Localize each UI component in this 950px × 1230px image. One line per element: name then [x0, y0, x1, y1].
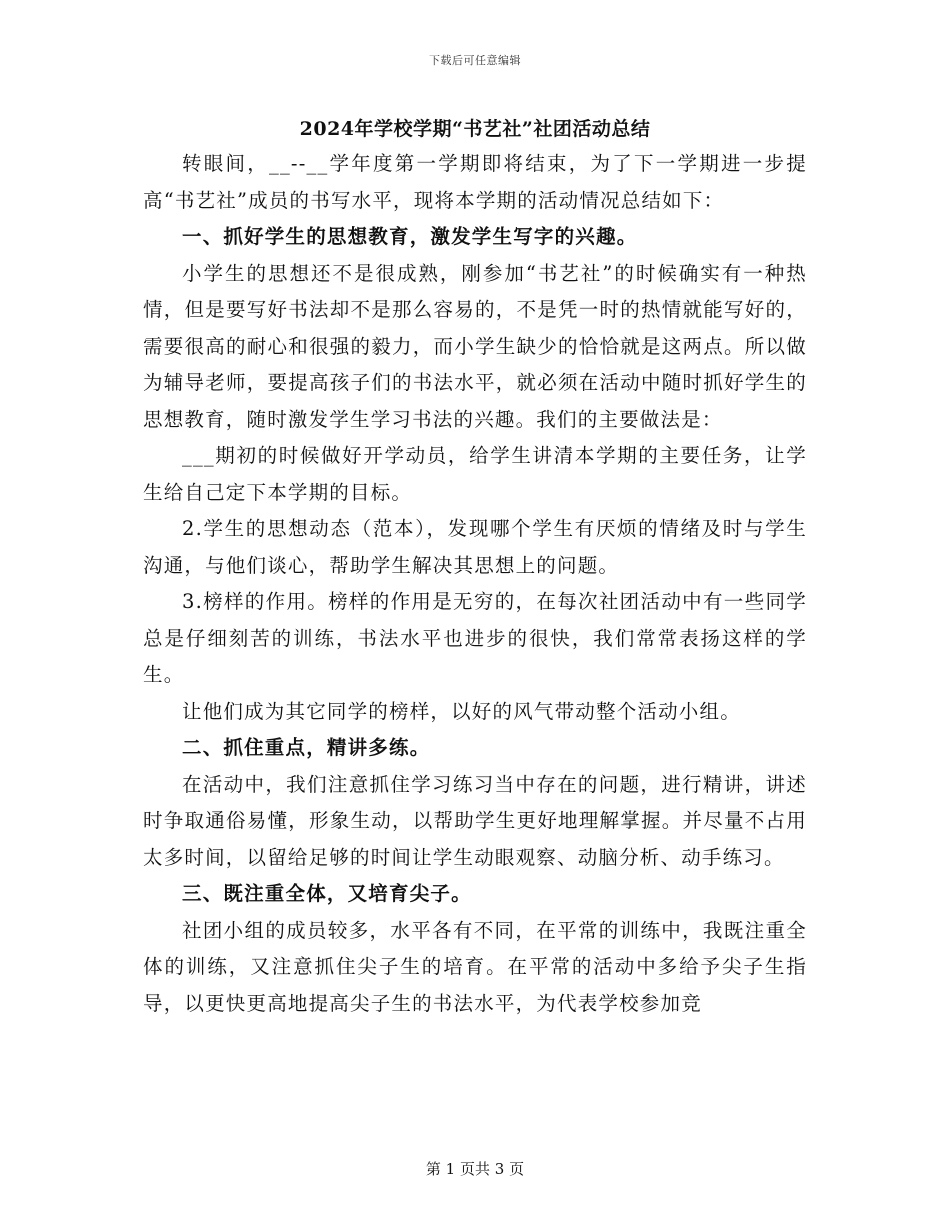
list-item-2: 2.学生的思想动态（范本），发现哪个学生有厌烦的情绪及时与学生沟通，与他们谈心，帮助学生解决其思想上的问题。: [143, 517, 807, 577]
section-2-paragraph: 在活动中，我们注意抓住学习练习当中存在的问题，进行精讲，讲述时争取通俗易懂，形象生动，以帮助学生更好地理解掌握。并尽量不占用太多时间，以留给足够的时间让学生动眼观察、动脑分析、动手练习。: [143, 772, 807, 869]
document-title: 2024年学校学期“书艺社”社团活动总结: [299, 118, 651, 140]
section-heading-1: 一、抓好学生的思想教育，激发学生写字的兴趣。: [182, 225, 638, 248]
list-item-1: ___期初的时候做好开学动员，给学生讲清本学期的主要任务，让学生给自己定下本学期的目标。: [143, 444, 807, 504]
intro-paragraph: 转眼间，__--__学年度第一学期即将结束，为了下一学期进一步提高“书艺社”成员的书写水平，现将本学期的活动情况总结如下：: [143, 152, 807, 212]
page-number-footer: 第 1 页共 3 页: [425, 1160, 525, 1178]
list-item-3: 3.榜样的作用。榜样的作用是无穷的，在每次社团活动中有一些同学总是仔细刻苦的训练，书法水平也进步的很快，我们常常表扬这样的学生。: [143, 590, 807, 686]
section-3-paragraph: 社团小组的成员较多，水平各有不同，在平常的训练中，我既注重全体的训练，又注意抓住尖子生的培育。在平常的活动中多给予尖子生指导，以更快更高地提高尖子生的书法水平，为代表学校参加竞: [143, 918, 807, 1015]
section-heading-2: 二、抓住重点，精讲多练。: [182, 736, 431, 759]
section-1-paragraph: 小学生的思想还不是很成熟，刚参加“书艺社”的时候确实有一种热情，但是要写好书法却不是那么容易的，不是凭一时的热情就能写好的，需要很高的耐心和很强的毅力，而小学生缺少的恰恰就是这两点。所以做为辅导老师，要提高孩子们的书法水平，就必须在活动中随时抓好学生的思想教育，随时激发学生学习书法的兴趣。我们的主要做法是：: [143, 261, 807, 431]
document-body: [143, 112, 807, 1022]
section-heading-3: 三、既注重全体，又培育尖子。: [182, 882, 472, 905]
section-1-closing-paragraph: 让他们成为其它同学的榜样，以好的风气带动整个活动小组。: [182, 699, 741, 723]
header-note: 下载后可任意编辑: [429, 54, 521, 67]
